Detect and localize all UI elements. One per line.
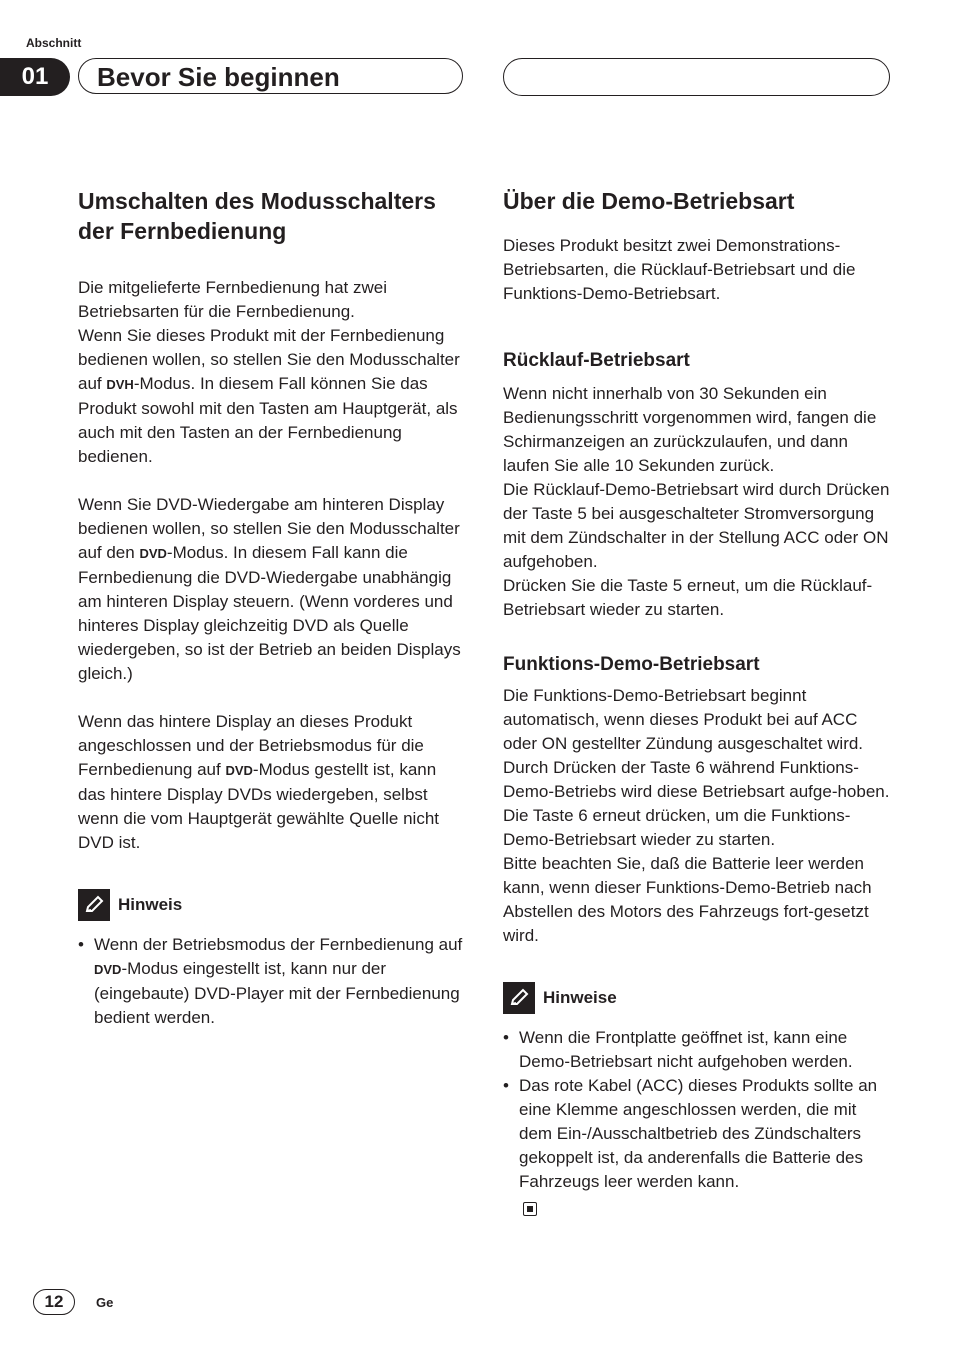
heading-modusschalter: Umschalten des Modusschalters der Fernbedienung <box>78 188 436 244</box>
chapter-number-badge: 01 <box>0 58 70 96</box>
note-header <box>78 889 468 921</box>
note-list <box>78 933 468 1030</box>
language-code: Ge <box>96 1295 114 1310</box>
paragraph-demo-intro: Dieses Produkt besitzt zwei Demonstrations-Betriebsarten, die Rücklauf-Betriebsart und die Funktions-Demo-Betriebsart. <box>503 236 856 303</box>
note-pencil-icon <box>503 982 535 1014</box>
notes-box <box>503 982 893 1216</box>
page-number: 12 <box>33 1289 75 1315</box>
subheading-ruecklauf: Rücklauf-Betriebsart <box>503 350 690 371</box>
paragraph-rear-display: Wenn das hintere Display an dieses Produkt angeschlossen und der Betriebsmodus für die Fernbedienung auf DVD-Modus gestellt ist, kann das hintere Display DVDs wiedergeben, selbst wenn die vom Hauptgerät gewählte Quelle nicht DVD ist. <box>78 712 439 852</box>
header-blank-frame <box>503 58 890 96</box>
chapter-title: Bevor Sie beginnen <box>78 58 463 94</box>
list-item: • Das rote Kabel (ACC) dieses Produkts sollte an eine Klemme angeschlossen werden, die mit dem Ein-/Ausschaltbetrieb des Zündschalters gekoppelt ist, da anderenfalls die Batterie des Fahrzeugs leer werden kann. <box>503 1074 893 1194</box>
end-of-section-icon <box>523 1202 537 1216</box>
list-item: • Wenn der Betriebsmodus der Fernbedienung auf DVD-Modus eingestellt ist, kann nur der (eingebaute) DVD-Player mit der Fernbedienung bedient werden. <box>78 933 468 1030</box>
dvh-label: DVH <box>106 377 134 392</box>
dvd-label: DVD <box>225 763 253 778</box>
paragraph-ruecklauf: Wenn nicht innerhalb von 30 Sekunden ein Bedienungsschritt vorgenommen wird, fangen die Schirmanzeigen an zurückzulaufen, und dann laufen Sie alle 10 Sekunden zurück. Die Rücklauf-Demo-Betriebsart wird durch Drücken der Taste 5 bei ausgeschalteter Stromversorgung mit dem Zündschalter in der Stellung ACC oder ON aufgehoben. Drücken Sie die Taste 5 erneut, um die Rücklauf-Betriebsart wieder zu starten. <box>503 384 890 619</box>
heading-demo: Über die Demo-Betriebsart <box>503 188 795 214</box>
note-box <box>78 889 468 1030</box>
notes-header <box>503 982 893 1014</box>
left-column <box>78 186 468 1030</box>
note-label: Hinweis <box>118 895 183 914</box>
list-item: • Wenn die Frontplatte geöffnet ist, kann eine Demo-Betriebsart nicht aufgehoben werden. <box>503 1026 893 1074</box>
subheading-funktions-demo: Funktions-Demo-Betriebsart <box>503 654 760 675</box>
notes-list <box>503 1026 893 1194</box>
paragraph-funktions-demo: Die Funktions-Demo-Betriebsart beginnt automatisch, wenn dieses Produkt bei auf ACC oder ON gestellter Zündung ausgeschaltet wird. Durch Drücken der Taste 6 während Funktions-Demo-Betriebs wird diese Betriebsart aufge-hoben. Die Taste 6 erneut drücken, um die Funktions-Demo-Betriebsart wieder zu starten. Bitte beachten Sie, daß die Batterie leer werden kann, wenn dieser Funktions-Demo-Betrieb nach Abstellen des Motors des Fahrzeugs fort-gesetzt wird. <box>503 686 890 945</box>
note-pencil-icon <box>78 889 110 921</box>
section-label: Abschnitt <box>26 36 82 50</box>
paragraph-modes: Die mitgelieferte Fernbedienung hat zwei Betriebsarten für die Fernbedienung. Wenn Sie dieses Produkt mit der Fernbedienung bedienen wollen, so stellen Sie den Modusschalter auf DVH-Modus. In diesem Fall können Sie das Produkt sowohl mit den Tasten am Hauptgerät, als auch mit den Tasten an der Fernbedienung bedienen. <box>78 278 460 466</box>
dvd-label: DVD <box>139 546 167 561</box>
paragraph-dvd-rear: Wenn Sie DVD-Wiedergabe am hinteren Display bedienen wollen, so stellen Sie den Modusschalter auf den DVD-Modus. In diesem Fall kann die Fernbedienung die DVD-Wiedergabe unabhängig am hinteren Display steuern. (Wenn vorderes und hinteres Display gleichzeitig DVD als Quelle wiedergeben, so ist der Betrieb an beiden Displays gleich.) <box>78 495 461 683</box>
right-column <box>503 186 893 1216</box>
notes-label: Hinweise <box>543 988 617 1007</box>
